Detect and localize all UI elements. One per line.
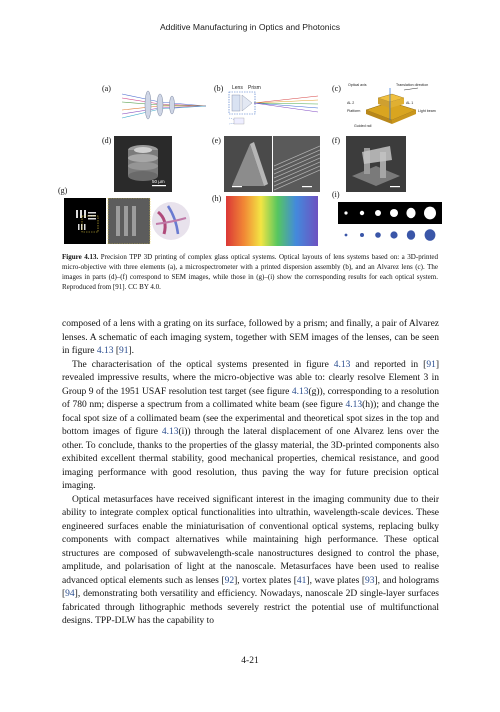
text-run: (i)) through the lateral displacement of one Alvarez lens over the other. To conclude, thanks to the properties of the glassy material, the 3D-printed components also exhibited excellent thermal stability, good mechanical properties, chemical resistance, and good imaging performance with good resolution, thus paving the way for future precision optical imaging.	[62, 427, 439, 491]
panel-label-e: (e)	[212, 136, 221, 145]
label-lens: Lens	[232, 85, 243, 91]
panel-e-sem	[224, 136, 320, 192]
panel-b-spectrometer	[226, 82, 322, 126]
caption-text: Precision TPP 3D printing of complex glass optical systems. Optical layouts of lens systems based on: a 3D-printed micro-objective with three elements (a), a microspectrometer with a printed dispersion assembly (b), and an Alvarez lens (c). The images in parts (d)–(f) correspond to SEM images, while those in (g)–(i) show the corresponding results for each optical system. Reproduced from [91]. CC BY 4.0.	[62, 253, 439, 291]
main-text	[62, 318, 439, 629]
figure-caption	[62, 252, 438, 292]
panel-label-f: (f)	[332, 136, 340, 145]
citation-link[interactable]: 93	[365, 575, 375, 586]
page-number: 4-21	[241, 656, 259, 666]
text-run: (g)), corresponding to a resolution of 780 nm; disperse a spectrum from a collimated white beam (see figure	[62, 386, 439, 410]
citation-link[interactable]: 91	[426, 359, 436, 370]
text-run: ], wave plates [	[306, 575, 365, 586]
figure-link[interactable]: 4.13	[96, 346, 114, 356]
text-run: The characterisation of the optical systems presented in figure	[72, 359, 334, 370]
text-run: ], demonstrating both versatility and efficiency. Nowadays, nanoscale 2D single-layer surfaces fabricated through lithographic methods severely restrict the potential use of multifunctional designs. TPP-DLW has the capability to	[62, 589, 439, 626]
panel-h-spectrum	[226, 196, 318, 246]
paragraph-2	[62, 359, 439, 494]
citation-link[interactable]: 91	[119, 346, 129, 356]
figure-4-13	[58, 78, 442, 246]
label-platform: Platform	[347, 109, 361, 113]
text-run: [	[113, 346, 119, 356]
text-run: ], and holograms [	[62, 575, 439, 599]
label-light-beam: Light beam	[418, 109, 436, 113]
text-run: (h)); and change the focal spot size of a collimated beam (see the experimental and theoretical spot sizes in the top and bottom images of figure	[62, 400, 440, 437]
panel-label-g: (g)	[58, 186, 68, 195]
panel-g-resolution	[64, 198, 190, 244]
panel-a-ray-diagram	[120, 84, 208, 124]
panel-i-focal-spots	[338, 202, 442, 246]
panel-label-i: (i)	[332, 190, 340, 199]
figure-link[interactable]: 4.13	[161, 427, 179, 437]
text-run: and reported in [	[350, 359, 427, 370]
text-run: composed of a lens with a grating on its surface, followed by a prism; and finally, a pair of Alvarez lenses. A schematic of each imaging system, together with SEM images of the lenses, can be seen in figure	[62, 319, 439, 356]
panel-label-h: (h)	[212, 194, 222, 203]
panel-label-b: (b)	[214, 84, 224, 93]
panel-label-c: (c)	[332, 84, 341, 93]
text-run: Optical metasurfaces have received significant interest in the imaging community due to their ability to integrate complex optical functionalities into ultrathin, wavelength-scale devices. These engineered surfaces enable the miniaturisation of conventional optical systems, replacing bulky components with compact alternatives while maintaining high performance. These optical structures are composed of subwavelength-scale nanostructures designed to control the phase, amplitude, and polarisation of light at the nanoscale. Metasurfaces have been used to realise advanced optical elements such as lenses [	[62, 494, 439, 586]
label-guided-rail: Guided rail	[354, 124, 372, 128]
figure-link[interactable]: 4.13	[345, 400, 363, 410]
citation-link[interactable]: 92	[224, 575, 235, 586]
label-prism: Prism	[248, 85, 261, 91]
citation-link[interactable]: 94	[65, 589, 75, 599]
panel-d-sem	[114, 136, 172, 192]
paragraph-3	[62, 494, 439, 629]
paragraph-1	[62, 318, 439, 359]
panel-f-sem	[346, 136, 406, 192]
running-head: Additive Manufacturing in Optics and Photonics	[159, 22, 341, 32]
label-al1: AL 1	[406, 101, 414, 105]
figure-link[interactable]: 4.13	[333, 359, 351, 370]
label-optical-axis: Optical axis	[348, 83, 367, 87]
label-translation: Translation direction	[396, 83, 429, 87]
panel-c-alvarez-schematic	[344, 80, 442, 132]
figure-link[interactable]: 4.13	[291, 386, 309, 397]
scale-bar-label: 50 µm	[152, 179, 165, 184]
text-run: ].	[128, 346, 135, 356]
panel-label-d: (d)	[102, 136, 112, 145]
panel-label-a: (a)	[102, 84, 111, 93]
text-run: ] revealed impressive results, where the micro-objective was able to: clearly resolve Element 3 in Group 9 of the 1951 USAF resolution test target (see figure	[62, 359, 439, 397]
citation-link[interactable]: 41	[296, 575, 307, 586]
caption-label: Figure 4.13.	[62, 253, 99, 261]
label-al2: AL 2	[347, 101, 355, 105]
text-run: ], vortex plates [	[234, 575, 297, 586]
